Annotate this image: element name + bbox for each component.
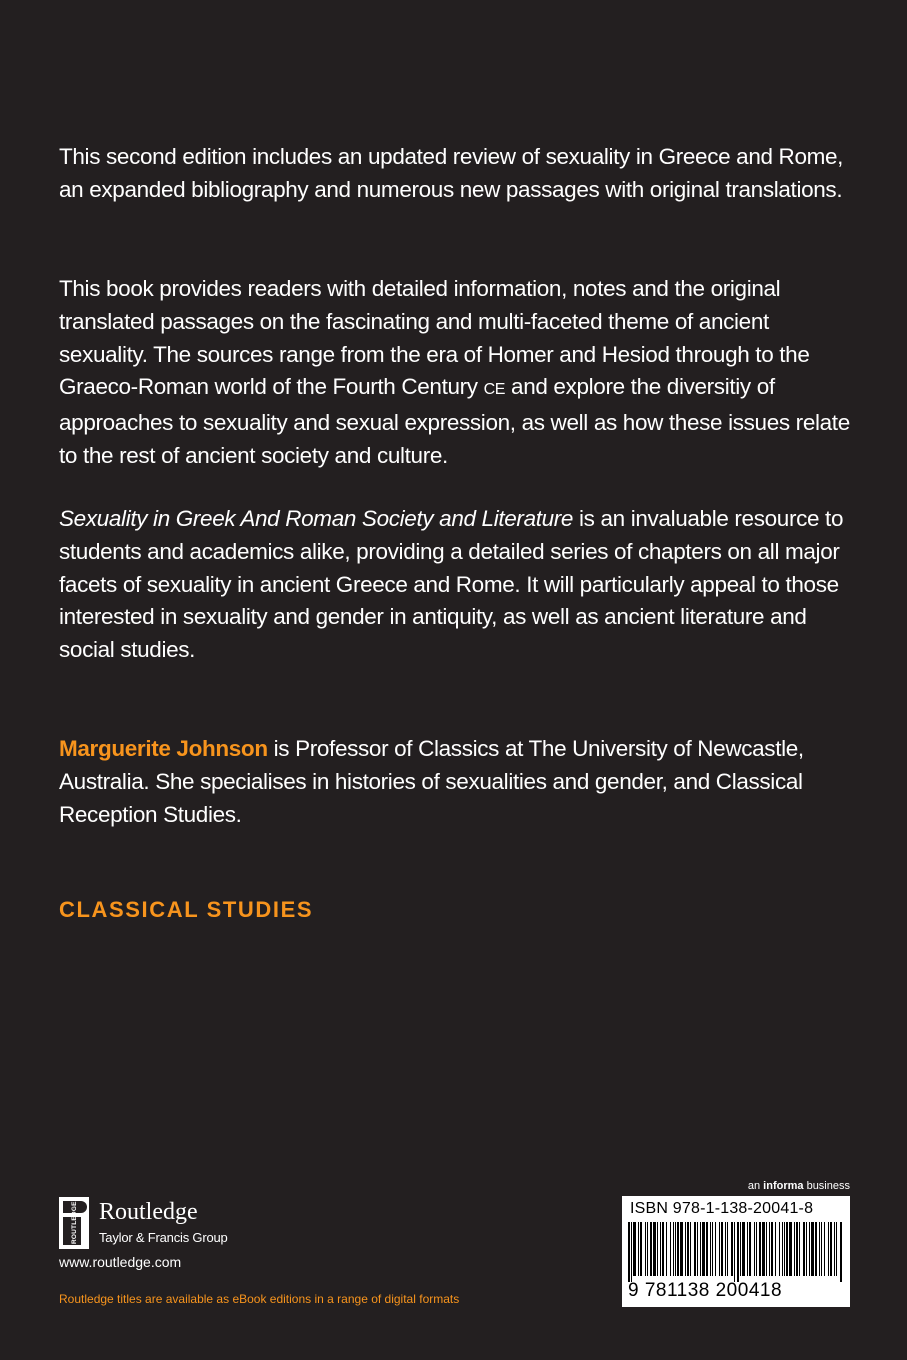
barcode-bar bbox=[796, 1222, 798, 1276]
barcode-bar bbox=[749, 1222, 751, 1276]
informa-business-line bbox=[748, 1180, 850, 1192]
publisher-group: Taylor & Francis Group bbox=[99, 1230, 228, 1245]
barcode-bar bbox=[675, 1222, 676, 1276]
barcode-bar bbox=[725, 1222, 726, 1276]
barcode-bar bbox=[734, 1222, 735, 1282]
blurb-p3-rest: is an invaluable resource to students and academics alike, providing a detailed series of chapters on all major facets of sexuality in ancient Greece and Rome. It will particularly appeal to those interested in sexuality and gender in antiquity, as well as ancient literature and social studies. bbox=[59, 506, 844, 663]
publisher-url: www.routledge.com bbox=[59, 1254, 182, 1270]
isbn-number: ISBN 978-1-138-20041-8 bbox=[630, 1200, 814, 1217]
blurb-paragraph-2 bbox=[59, 273, 859, 473]
barcode-bar bbox=[706, 1222, 708, 1276]
barcode-bar bbox=[828, 1222, 829, 1276]
author-bio-text: is Professor of Classics at The University of Newcastle, Australia. She specialises in histories of sexualities and gender, and Classical Reception Studies. bbox=[59, 736, 804, 827]
barcode-bar bbox=[640, 1222, 642, 1276]
barcode-bar bbox=[747, 1222, 748, 1276]
informa-brand: informa bbox=[763, 1180, 804, 1192]
barcode-bar bbox=[638, 1222, 639, 1276]
book-title: Sexuality in Greek And Roman Society and Literature bbox=[59, 506, 574, 531]
barcode-bar bbox=[647, 1222, 648, 1276]
barcode-bar bbox=[631, 1222, 632, 1282]
blurb-paragraph-3 bbox=[59, 503, 859, 667]
barcode-bar bbox=[628, 1222, 630, 1282]
publisher-name: Routledge bbox=[99, 1199, 198, 1225]
barcode-bar bbox=[766, 1222, 767, 1276]
barcode-bar bbox=[806, 1222, 807, 1276]
barcode-digits: 9 781138 200418 bbox=[628, 1280, 783, 1301]
routledge-mark-icon bbox=[59, 1197, 89, 1249]
barcode-bar bbox=[775, 1222, 776, 1276]
informa-suffix: business bbox=[803, 1180, 850, 1192]
barcode-bar bbox=[666, 1222, 667, 1276]
barcode-bar bbox=[697, 1222, 698, 1276]
ebook-note: Routledge titles are available as eBook editions in a range of digital formats bbox=[59, 1292, 460, 1306]
blurb-paragraph-1: This second edition includes an updated review of sexuality in Greece and Rome, an expanded bibliography and numerous new passages with original translations. bbox=[59, 144, 844, 202]
barcode-bar bbox=[799, 1222, 800, 1276]
barcode-bar bbox=[821, 1222, 822, 1276]
barcode-bar bbox=[824, 1222, 825, 1276]
barcode-bar bbox=[700, 1222, 701, 1276]
blurb-p2-start: This book provides readers with detailed information, notes and the original translated passages on the fascinating and multi-faceted theme of ancient sexuality. The sources range from the era of Homer and Hesiod through to the Graeco-Roman world of the Fourth Century bbox=[59, 276, 810, 400]
barcode-bar bbox=[754, 1222, 755, 1276]
blurb-p2-end: and explore the diversitiy of approaches to sexuality and sexual expression, as well as how these issues relate to the rest of ancient society and culture. bbox=[59, 374, 850, 468]
barcode-bar bbox=[809, 1222, 810, 1276]
barcode-bar bbox=[811, 1222, 814, 1276]
barcode-bar bbox=[670, 1222, 671, 1276]
barcode-bar bbox=[830, 1222, 832, 1276]
barcode-bars bbox=[628, 1222, 844, 1282]
barcode-bar bbox=[794, 1222, 795, 1276]
barcode-bar bbox=[782, 1222, 783, 1276]
barcode-bar bbox=[742, 1222, 745, 1276]
barcode-bar bbox=[633, 1222, 636, 1276]
barcode-bar bbox=[786, 1222, 788, 1276]
barcode-bar bbox=[840, 1222, 842, 1282]
barcode-bar bbox=[702, 1222, 705, 1276]
barcode-bar bbox=[740, 1222, 741, 1276]
barcode-bar bbox=[784, 1222, 785, 1276]
barcode-bar bbox=[762, 1222, 765, 1276]
barcode-bar bbox=[673, 1222, 674, 1276]
barcode-bar bbox=[803, 1222, 805, 1276]
barcode-bar bbox=[789, 1222, 792, 1276]
barcode-bar bbox=[756, 1222, 757, 1276]
barcode-bar bbox=[737, 1222, 739, 1282]
barcode-bar bbox=[660, 1222, 661, 1276]
barcode-bar bbox=[650, 1222, 652, 1276]
barcode-bar bbox=[759, 1222, 761, 1276]
barcode-bar bbox=[769, 1222, 770, 1276]
barcode-bar bbox=[657, 1222, 658, 1276]
routledge-logo bbox=[59, 1197, 259, 1249]
barcode-bar bbox=[712, 1222, 713, 1276]
barcode-bar bbox=[687, 1222, 689, 1276]
barcode-bar bbox=[662, 1222, 664, 1276]
barcode-bar bbox=[680, 1222, 683, 1276]
isbn-barcode bbox=[622, 1196, 850, 1307]
barcode-bar bbox=[721, 1222, 723, 1276]
barcode-bar bbox=[685, 1222, 686, 1276]
author-name: Marguerite Johnson bbox=[59, 736, 268, 761]
barcode-bar bbox=[731, 1222, 733, 1276]
barcode-bar bbox=[645, 1222, 646, 1276]
ce-abbreviation: CE bbox=[483, 381, 506, 399]
barcode-bar bbox=[834, 1222, 835, 1276]
barcode-bar bbox=[779, 1222, 780, 1276]
subject-category: CLASSICAL STUDIES bbox=[59, 897, 314, 922]
informa-prefix: an bbox=[747, 1180, 764, 1192]
barcode-bar bbox=[771, 1222, 773, 1276]
barcode-bar bbox=[819, 1222, 820, 1276]
barcode-bar bbox=[836, 1222, 837, 1276]
barcode-bar bbox=[677, 1222, 679, 1276]
barcode-bar bbox=[653, 1222, 656, 1276]
barcode-bar bbox=[727, 1222, 728, 1276]
barcode-bar bbox=[690, 1222, 691, 1276]
routledge-mark-text: ROUTLEDGE bbox=[71, 1201, 78, 1244]
barcode-bar bbox=[719, 1222, 720, 1276]
barcode-bar bbox=[710, 1222, 711, 1276]
barcode-bar bbox=[715, 1222, 716, 1276]
author-bio bbox=[59, 733, 859, 831]
barcode-bar bbox=[815, 1222, 817, 1276]
barcode-bar bbox=[694, 1222, 696, 1276]
